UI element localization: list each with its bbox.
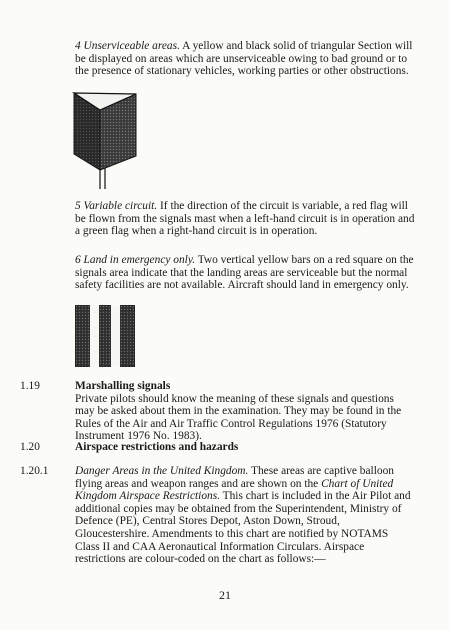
triangular-marker-figure (70, 88, 140, 190)
chart-title: Chart of United Kingdom Airspace Restrictions. (75, 477, 394, 503)
section-text: Private pilots should know the meaning of these signals and questions may be asked about them in the examination. They may be found in the Rules of the Air and Air Traffic Control Regulations 1976 (Statutory Instrument 1976 No. 1983). (75, 392, 402, 443)
section-text: This chart is included in the Air Pilot and additional copies may be obtained from the Superintendent, Ministry of Defence (PE), Central Stores Depot, Aston Down, Stroud, Gloucestershire. Amendments to this chart are notified by NOTAMS Class II and CAA Aeronautical Information Circulars. Airspace restrictions are colour-coded on the chart as follows:— (75, 490, 411, 566)
section-heading: Marshalling signals (75, 380, 171, 392)
item-text: A yellow and black solid of triangular Section will be displayed on areas which are unserviceable owing to bad ground or to the presence of stationary vehicles, working parties or other obstructions. (75, 40, 413, 78)
section-danger-areas (75, 465, 415, 566)
section-number: 1.20.1 (20, 465, 49, 477)
item-lead: 4 Unserviceable areas. (75, 40, 180, 52)
section-airspace-restrictions (75, 441, 415, 454)
section-text: These areas are captive balloon flying areas and weapon ranges and are shown on the (75, 465, 394, 490)
section-heading: Airspace restrictions and hazards (75, 441, 239, 453)
item-lead: 6 Land in emergency only. (75, 254, 196, 266)
item-text: If the direction of the circuit is variable, a red flag will be flown from the signals mast when a left-hand circuit is in operation and a green flag when a right-hand circuit is in operation. (75, 200, 415, 238)
page-number: 21 (219, 588, 231, 602)
emergency-bars-figure (75, 305, 135, 367)
item-variable-circuit (75, 200, 415, 238)
section-number: 1.19 (20, 380, 40, 392)
item-land-in-emergency (75, 254, 415, 292)
section-number: 1.20 (20, 441, 40, 453)
section-marshalling-signals (75, 380, 415, 443)
item-text: Two vertical yellow bars on a red square on the signals area indicate that the landing areas are serviceable but the normal safety facilities are not available. Aircraft should land in emergency only. (75, 254, 414, 292)
item-lead: 5 Variable circuit. (75, 200, 158, 212)
section-lead: Danger Areas in the United Kingdom. (75, 465, 249, 477)
item-unserviceable-areas (75, 40, 415, 78)
